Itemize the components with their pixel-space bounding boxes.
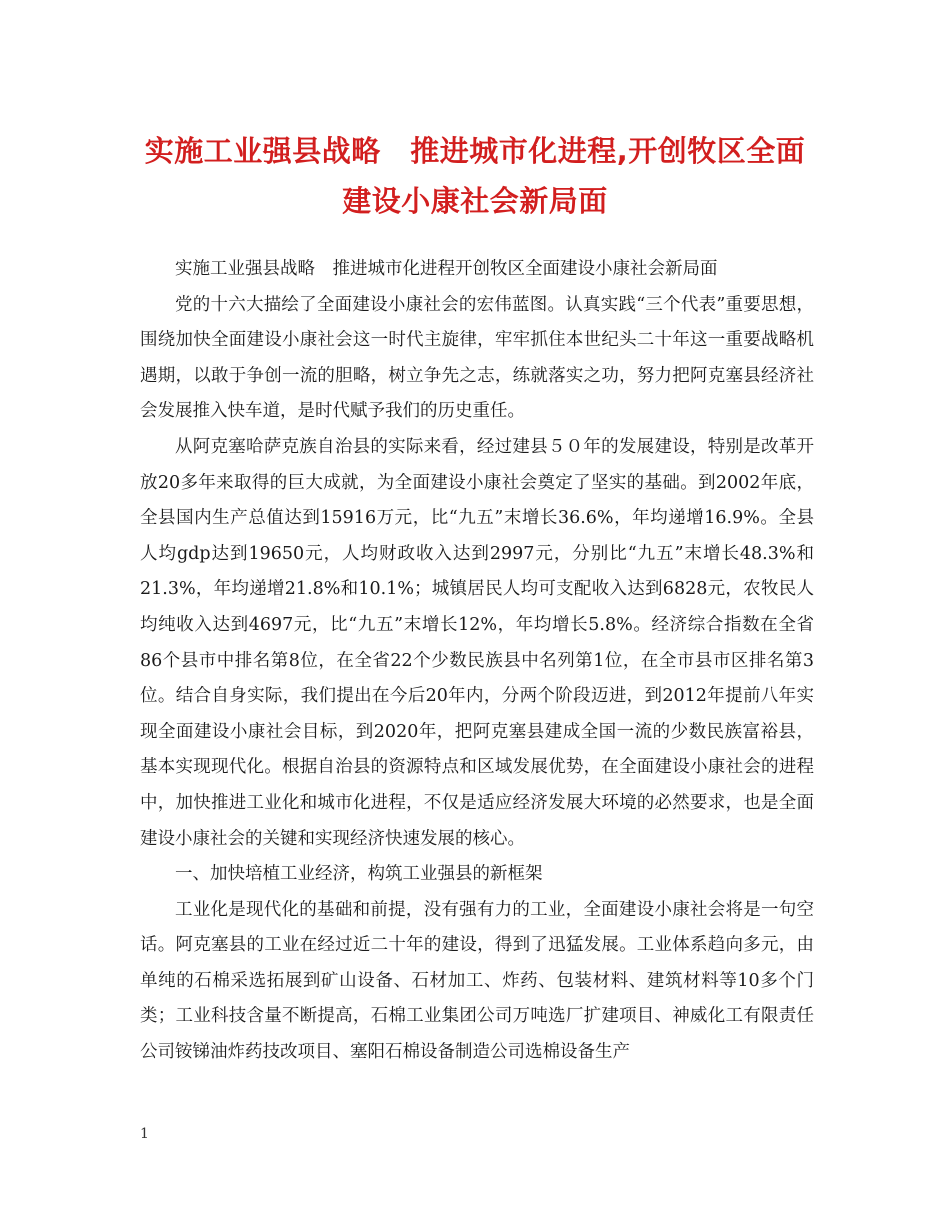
section-heading: 一、加快培植工业经济，构筑工业强县的新框架 xyxy=(175,864,543,885)
page-number: 1 xyxy=(140,1126,149,1142)
paragraph-intro: 党的十六大描绘了全面建设小康社会的宏伟蓝图。认真实践“三个代表”重要思想，围绕加快全面建设小康社会这一时代主旋律，牢牢抓住本世纪头二十年这一重要战略机遇期，以敢于争创一流的胆略，树立争先之志，练就落实之功，努力把阿克塞县经济社会发展推入快车道，是时代赋予我们的历史重任。 xyxy=(140,294,814,422)
document-title: 实施工业强县战略 推进城市化进程,开创牧区全面建设小康社会新局面 xyxy=(144,134,806,218)
paragraph-economy: 从阿克塞哈萨克族自治县的实际来看，经过建县５０年的发展建设，特别是改革开放20多年来取得的巨大成就，为全面建设小康社会奠定了坚实的基础。到2002年底，全县国内生产总值达到15916万元，比“九五”末增长36.6%，年均递增16.9%。全县人均gdp达到19650元，人均财政收入达到2997元，分别比“九五”末增长48.3%和21.3%，年均递增21.8%和10.1%；城镇居民人均可支配收入达到6828元，农牧民人均纯收入达到4697元，比“九五”末增长12%，年均增长5.8%。经济综合指数在全省86个县市中排名第8位，在全省22个少数民族县中名列第1位，在全市县市区排名第3位。结合自身实际，我们提出在今后20年内，分两个阶段迈进，到2012年提前八年实现全面建设小康社会目标，到2020年，把阿克塞县建成全国一流的少数民族富裕县，基本实现现代化。根据自治县的资源特点和区域发展优势，在全面建设小康社会的进程中，加快推进工业化和城市化进程，不仅是适应经济发展大环境的必然要求，也是全面建设小康社会的关键和实现经济快速发展的核心。 xyxy=(140,436,814,849)
paragraph-industry: 工业化是现代化的基础和前提，没有强有力的工业，全面建设小康社会将是一句空话。阿克塞县的工业在经过近二十年的建设，得到了迅猛发展。工业体系趋向多元，由单纯的石棉采选拓展到矿山设备、石材加工、炸药、包装材料、建筑材料等10多个门类；工业科技含量不断提高，石棉工业集团公司万吨选厂扩建项目、神威化工有限责任公司铵锑油炸药技改项目、塞阳石棉设备制造公司选棉设备生产 xyxy=(140,899,814,1063)
paragraph-subtitle: 实施工业强县战略 推进城市化进程开创牧区全面建设小康社会新局面 xyxy=(175,259,718,279)
document-body xyxy=(140,252,814,1071)
